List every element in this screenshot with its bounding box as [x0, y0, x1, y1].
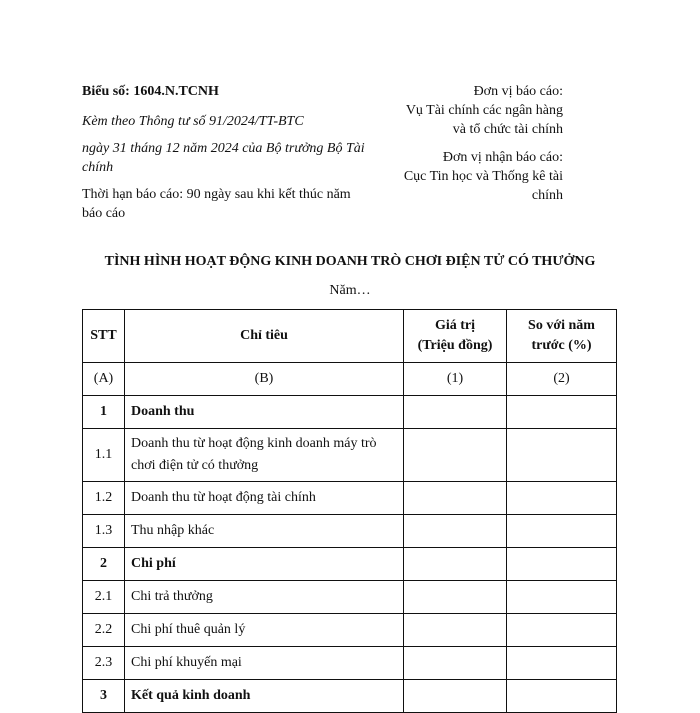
header-compare [507, 310, 617, 363]
row-compare-cell[interactable] [507, 548, 617, 581]
table-row [83, 396, 617, 429]
row-indicator: Chi trả thưởng [125, 581, 404, 614]
row-stt: 1 [83, 396, 125, 429]
row-indicator: Thu nhập khác [125, 515, 404, 548]
header-value-line1: Giá trị [434, 318, 476, 333]
row-value-cell[interactable] [404, 548, 507, 581]
circular-date: ngày 31 tháng 12 năm 2024 của Bộ trưởng Bộ Tài chính [82, 141, 365, 175]
report-title: TÌNH HÌNH HOẠT ĐỘNG KINH DOANH TRÒ CHƠI ĐIỆN TỬ CÓ THƯỞNG [104, 254, 596, 269]
table-header-row [83, 310, 617, 363]
header-value [404, 310, 507, 363]
header-stt: STT [83, 310, 125, 363]
row-compare-cell[interactable] [507, 515, 617, 548]
table-row [83, 614, 617, 647]
reporting-unit-line1: Vụ Tài chính các ngân hàng [405, 103, 563, 118]
row-indicator: Doanh thu từ hoạt động kinh doanh máy trò chơi điện tử có thưởng [125, 429, 404, 482]
receiving-unit-line2: chính [531, 188, 563, 203]
row-compare-cell[interactable] [507, 581, 617, 614]
report-deadline: Thời hạn báo cáo: 90 ngày sau khi kết thúc năm báo cáo [82, 187, 351, 221]
header-value-line2: (Triệu đồng) [417, 338, 493, 353]
code-compare: (2) [507, 363, 617, 396]
row-indicator: Chi phí [125, 548, 404, 581]
row-compare-cell[interactable] [507, 396, 617, 429]
row-value-cell[interactable] [404, 614, 507, 647]
row-compare-cell[interactable] [507, 482, 617, 515]
reporting-unit-line2: và tổ chức tài chính [452, 122, 563, 137]
row-stt: 2.1 [83, 581, 125, 614]
row-stt: 3 [83, 680, 125, 713]
row-stt: 1.3 [83, 515, 125, 548]
receiving-unit-line1: Cục Tin học và Thống kê tài [403, 169, 563, 184]
row-compare-cell[interactable] [507, 614, 617, 647]
row-indicator: Doanh thu [125, 396, 404, 429]
row-value-cell[interactable] [404, 647, 507, 680]
report-year: Năm… [329, 283, 371, 298]
table-row [83, 680, 617, 713]
circular-reference: Kèm theo Thông tư số 91/2024/TT-BTC [82, 114, 304, 129]
table-row [83, 647, 617, 680]
row-stt: 2 [83, 548, 125, 581]
table-code-row [83, 363, 617, 396]
row-stt: 1.1 [83, 429, 125, 482]
row-value-cell[interactable] [404, 396, 507, 429]
form-code-value: 1604.N.TCNH [133, 84, 219, 99]
reporting-unit-label: Đơn vị báo cáo: [473, 84, 563, 99]
row-compare-cell[interactable] [507, 647, 617, 680]
code-value: (1) [404, 363, 507, 396]
table-row [83, 482, 617, 515]
form-header-right [323, 82, 563, 205]
row-stt: 1.2 [83, 482, 125, 515]
row-value-cell[interactable] [404, 482, 507, 515]
row-value-cell[interactable] [404, 680, 507, 713]
header-compare-line1: So với năm [528, 318, 595, 333]
row-indicator: Chi phí khuyến mại [125, 647, 404, 680]
table-row [83, 548, 617, 581]
row-value-cell[interactable] [404, 515, 507, 548]
form-code-label: Biểu số: [82, 84, 130, 99]
row-stt: 2.2 [83, 614, 125, 647]
table-row [83, 515, 617, 548]
row-indicator: Kết quả kinh doanh [125, 680, 404, 713]
table-row [83, 581, 617, 614]
row-indicator: Chi phí thuê quản lý [125, 614, 404, 647]
code-stt: (A) [83, 363, 125, 396]
row-indicator: Doanh thu từ hoạt động tài chính [125, 482, 404, 515]
row-value-cell[interactable] [404, 581, 507, 614]
report-table [82, 309, 617, 713]
row-value-cell[interactable] [404, 429, 507, 482]
header-compare-line2: trước (%) [531, 338, 592, 353]
row-compare-cell[interactable] [507, 429, 617, 482]
code-indicator: (B) [125, 363, 404, 396]
receiving-unit-label: Đơn vị nhận báo cáo: [442, 150, 563, 165]
row-compare-cell[interactable] [507, 680, 617, 713]
header-indicator: Chỉ tiêu [125, 310, 404, 363]
table-row [83, 429, 617, 482]
row-stt: 2.3 [83, 647, 125, 680]
